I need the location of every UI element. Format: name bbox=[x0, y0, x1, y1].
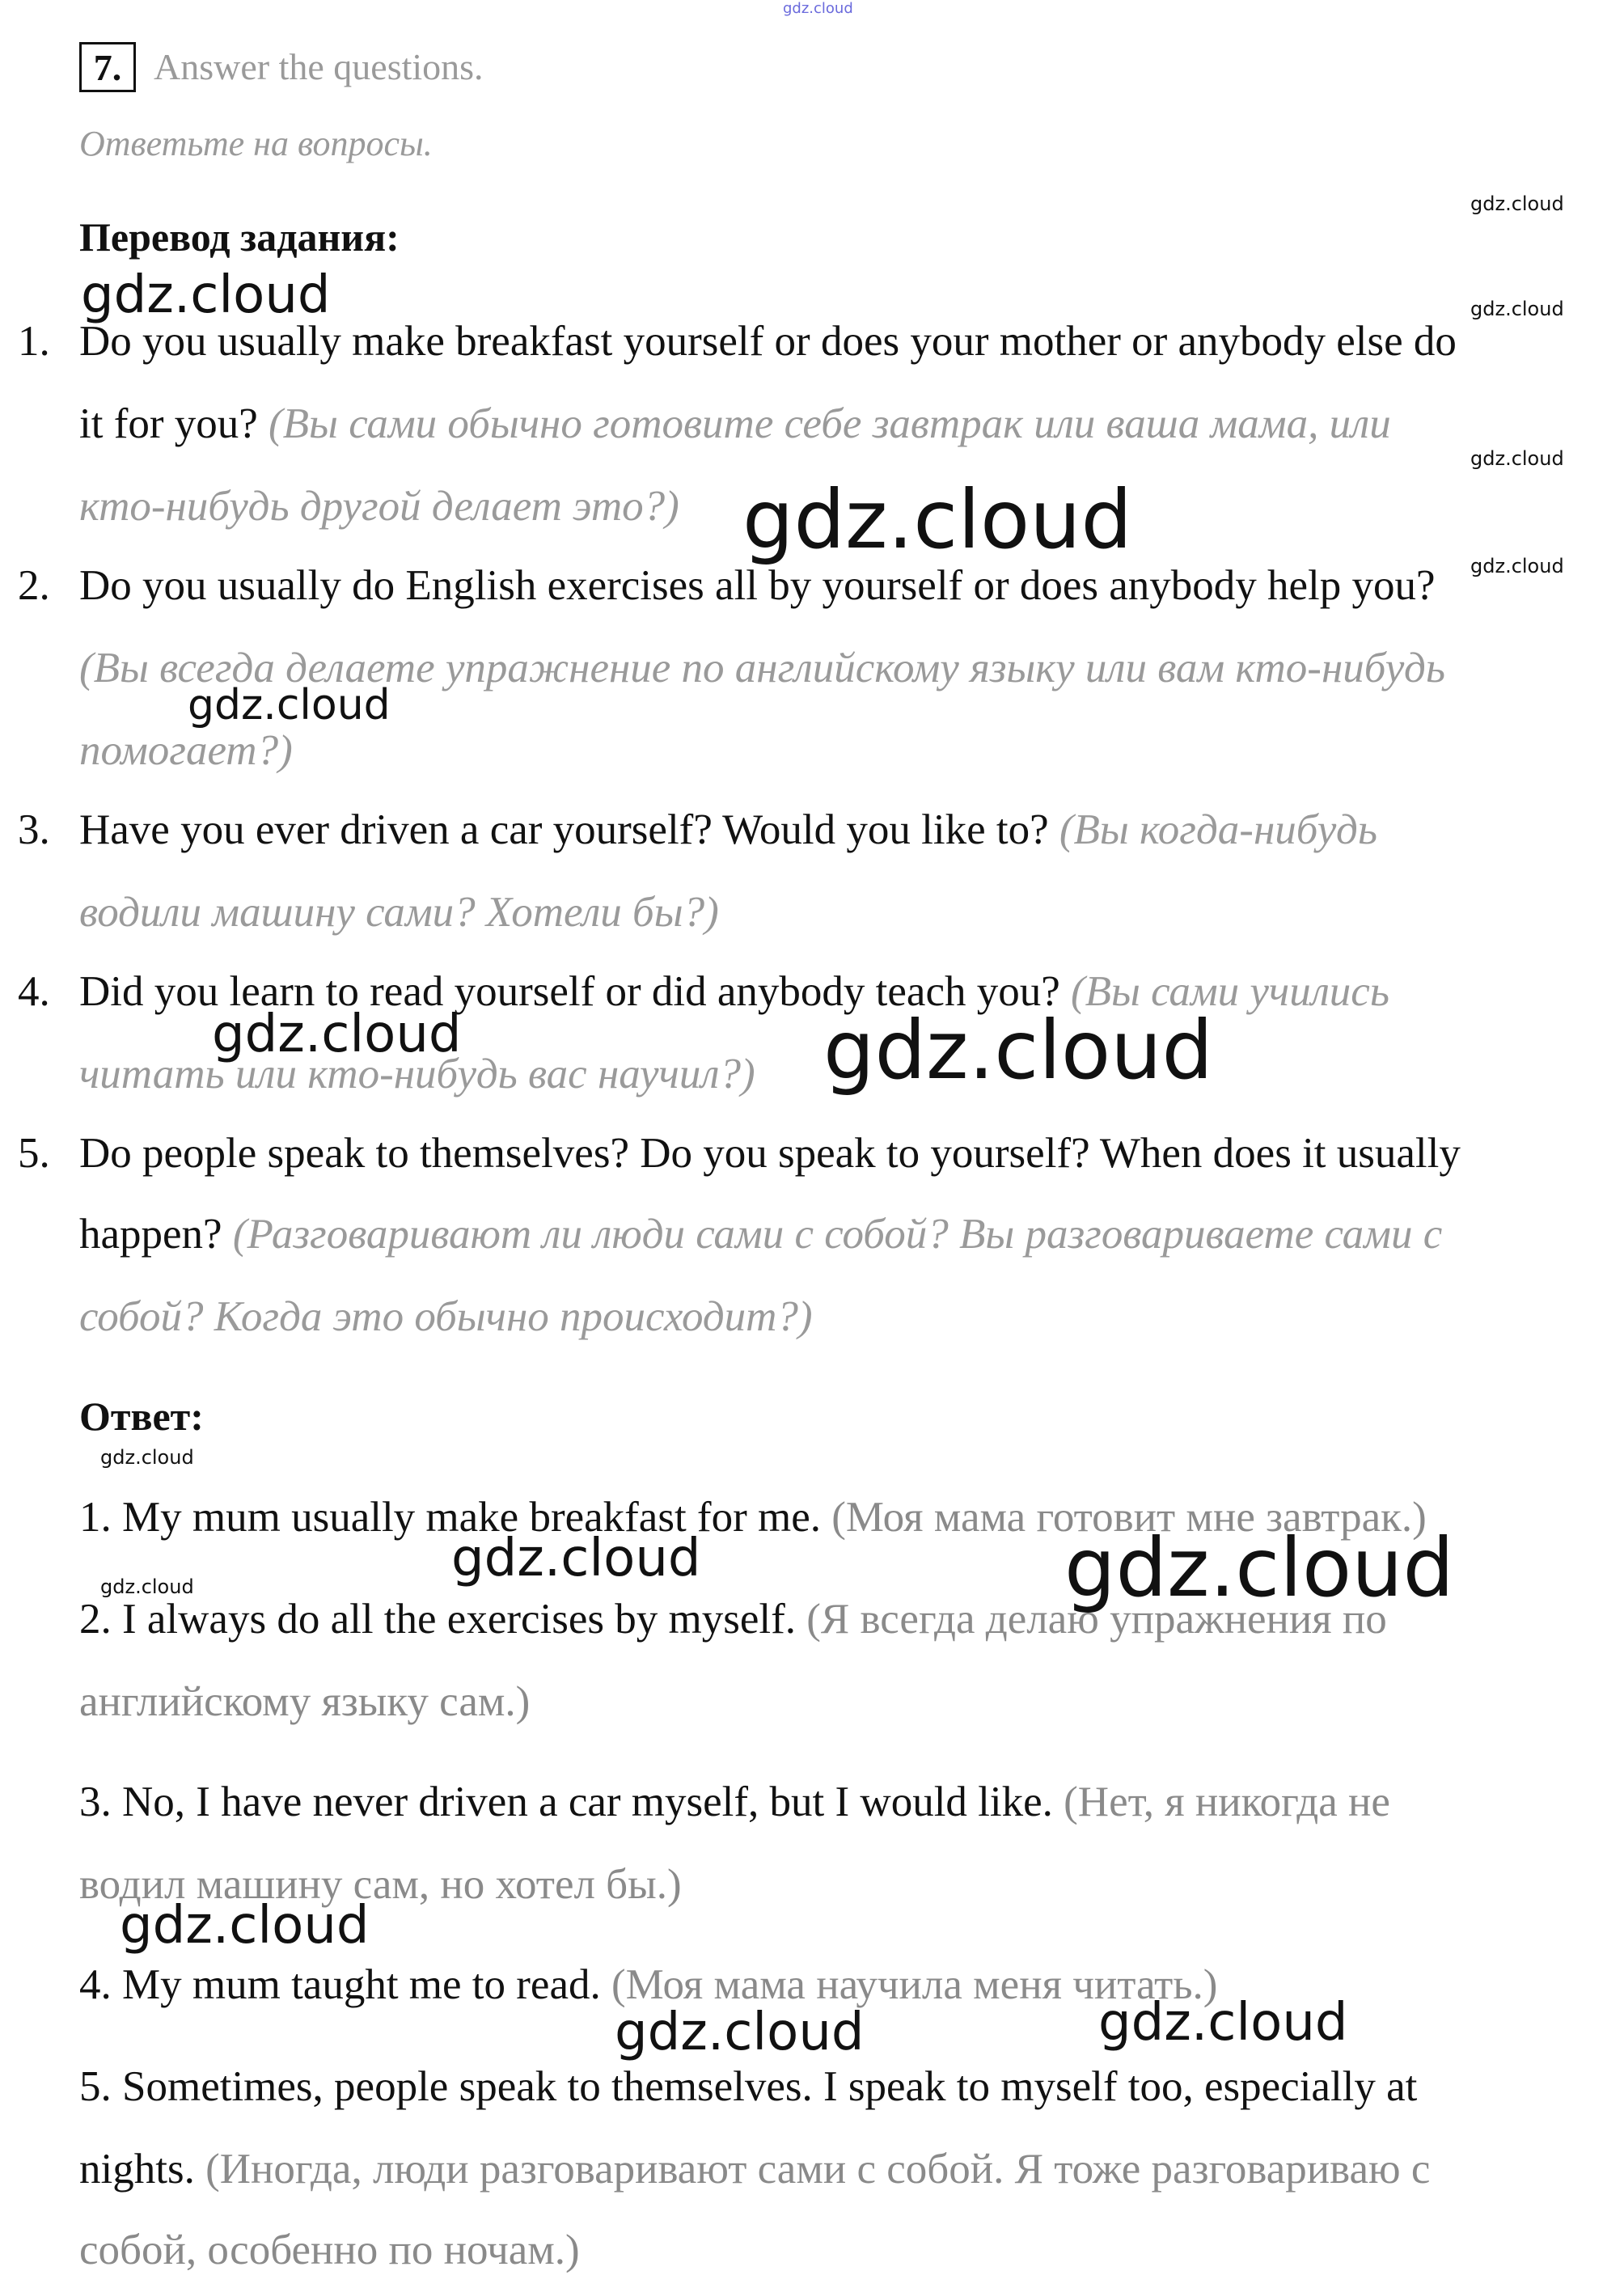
task-title: Answer the questions. bbox=[154, 46, 484, 87]
answer-text: 2. I always do all the exercises by myself. bbox=[79, 1596, 797, 1643]
question-translation: (Вы когда-нибудь bbox=[1059, 806, 1377, 853]
question-translation: (Вы сами учились bbox=[1071, 968, 1389, 1015]
question-line bbox=[79, 806, 1377, 854]
answer-line bbox=[79, 1778, 1390, 1826]
question-translation: помогает?) bbox=[79, 727, 293, 774]
watermark-mid: gdz.cloud bbox=[81, 265, 331, 325]
question-text: Do you usually make breakfast yourself or does your mother or anybody else do bbox=[79, 318, 1457, 365]
watermark-big: gdz.cloud bbox=[742, 472, 1133, 567]
question-number: 3. bbox=[18, 806, 50, 853]
answer-translation: (Иногда, люди разговаривают сами с собой. Я тоже разговариваю с bbox=[205, 2146, 1431, 2193]
question-translation: водили машину сами? Хотели бы?) bbox=[79, 889, 719, 936]
question-line bbox=[79, 1210, 1442, 1258]
watermark-mid: gdz.cloud bbox=[120, 1896, 370, 1956]
question-text: happen? bbox=[79, 1211, 222, 1258]
question-translation: собой? Когда это обычно происходит?) bbox=[79, 1293, 813, 1340]
question-translation: (Вы сами обычно готовите себе завтрак или ваша мама, или bbox=[269, 400, 1391, 447]
question-text: it for you? bbox=[79, 400, 258, 447]
watermark-mid: gdz.cloud bbox=[615, 2003, 865, 2062]
question-number: 1. bbox=[18, 318, 50, 365]
question-text: Do people speak to themselves? Do you speak to yourself? When does it usually bbox=[79, 1130, 1461, 1177]
watermark-mid: gdz.cloud bbox=[212, 1004, 462, 1064]
answer-text: 3. No, I have never driven a car myself, but I would like. bbox=[79, 1778, 1053, 1825]
question-number: 5. bbox=[18, 1130, 50, 1177]
answer-translation: собой, особенно по ночам.) bbox=[79, 2227, 580, 2273]
watermark-small: gdz.cloud bbox=[1470, 555, 1564, 577]
watermark-tiny-top: gdz.cloud bbox=[783, 0, 853, 17]
watermark-big: gdz.cloud bbox=[1064, 1520, 1455, 1615]
question-translation: (Вы всегда делаете упражнение по английскому языку или вам кто-нибудь bbox=[79, 645, 1445, 691]
watermark-big: gdz.cloud bbox=[823, 1003, 1214, 1097]
watermark-small: gdz.cloud bbox=[1470, 447, 1564, 470]
answer-line bbox=[79, 2145, 1430, 2193]
task-number: 7. bbox=[79, 42, 136, 92]
answer-text: nights. bbox=[79, 2146, 195, 2193]
answer-line bbox=[79, 1595, 1387, 1643]
question-line bbox=[79, 400, 1391, 448]
question-text: Have you ever driven a car yourself? Would you like to? bbox=[79, 806, 1049, 853]
question-number: 2. bbox=[18, 562, 50, 609]
watermark-mid: gdz.cloud bbox=[451, 1529, 701, 1588]
answer-translation: английскому языку сам.) bbox=[79, 1678, 531, 1725]
question-number: 4. bbox=[18, 968, 50, 1015]
watermark-mid: gdz.cloud bbox=[1098, 1993, 1348, 2053]
answer-heading: Ответ: bbox=[79, 1394, 204, 1439]
question-translation: (Разговаривают ли люди сами с собой? Вы разговариваете сами с bbox=[232, 1211, 1443, 1258]
answer-text: 5. Sometimes, people speak to themselves. I speak to myself too, especially at bbox=[79, 2063, 1418, 2110]
question-translation: читать или кто-нибудь вас научил?) bbox=[79, 1051, 755, 1097]
answer-translation: (Моя мама готовит мне завтрак.) bbox=[831, 1494, 1427, 1541]
answer-translation: (Нет, я никогда не bbox=[1064, 1778, 1390, 1825]
watermark-small: gdz.cloud bbox=[100, 1575, 194, 1598]
watermark-small: gdz.cloud bbox=[1470, 192, 1564, 215]
answer-text: 4. My mum taught me to read. bbox=[79, 1961, 601, 2008]
answer-line bbox=[79, 1493, 1427, 1542]
watermark-small: gdz.cloud bbox=[1470, 298, 1564, 320]
question-line bbox=[79, 967, 1389, 1016]
translation-heading: Перевод задания: bbox=[79, 214, 400, 260]
question-translation: кто-нибудь другой делает это?) bbox=[79, 483, 679, 530]
task-subtitle-ru: Ответьте на вопросы. bbox=[79, 124, 433, 163]
answer-translation: (Я всегда делаю упражнения по bbox=[806, 1596, 1387, 1643]
watermark-mid: gdz.cloud bbox=[188, 681, 391, 730]
answer-translation: (Моя мама научила меня читать.) bbox=[611, 1961, 1218, 2008]
answer-line bbox=[79, 1960, 1217, 2009]
question-text: Did you learn to read yourself or did anybody teach you? bbox=[79, 968, 1060, 1015]
answer-translation: водил машину сам, но хотел бы.) bbox=[79, 1861, 682, 1908]
watermark-small: gdz.cloud bbox=[100, 1446, 194, 1469]
question-text: Do you usually do English exercises all by yourself or does anybody help you? bbox=[79, 562, 1436, 609]
answer-text: 1. My mum usually make breakfast for me. bbox=[79, 1494, 821, 1541]
